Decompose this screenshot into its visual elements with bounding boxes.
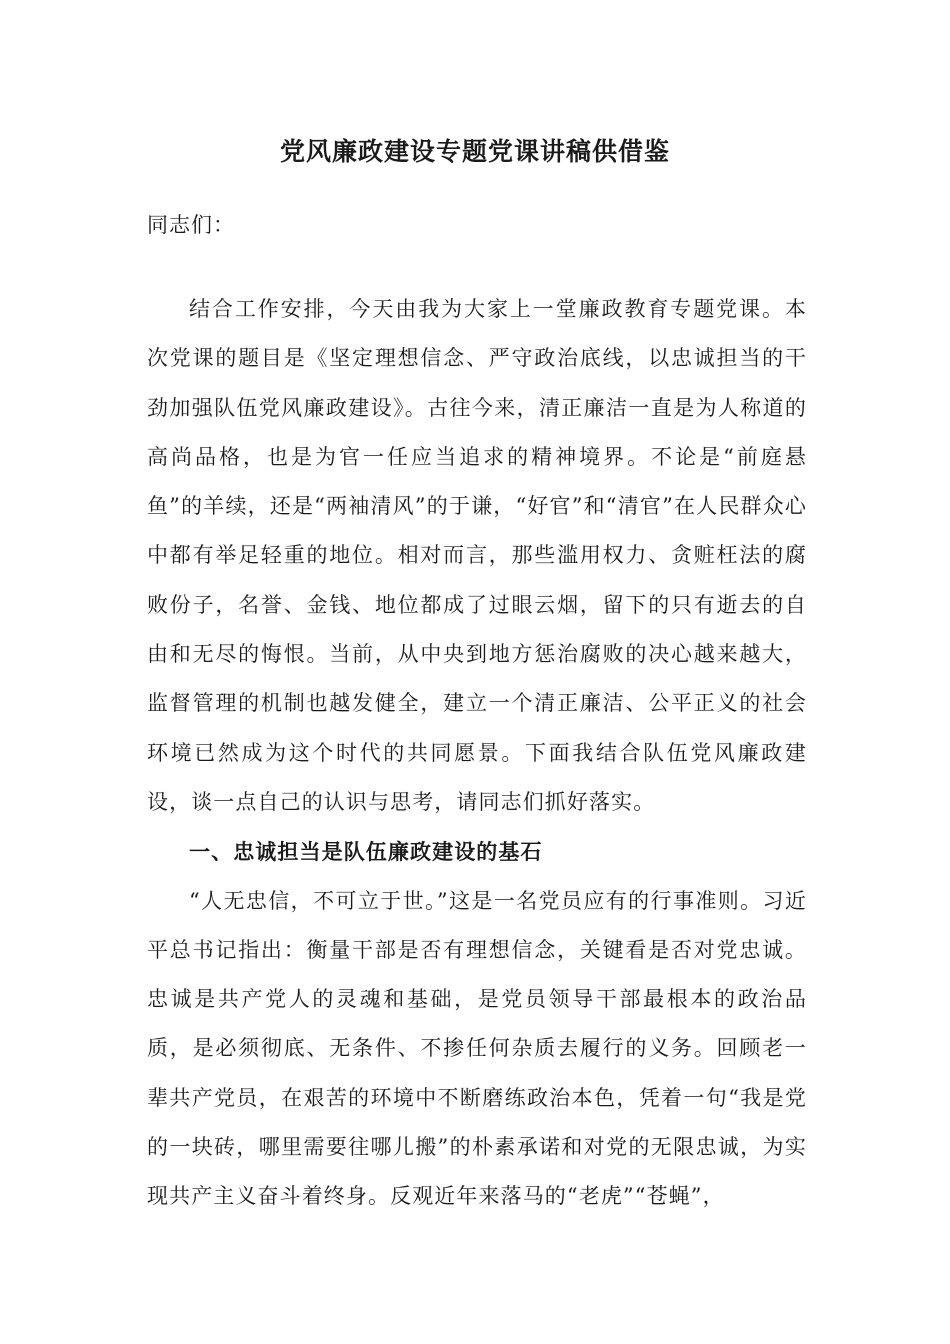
body-text	[147, 285, 807, 1222]
document-title: 党风廉政建设专题党课讲稿供借鉴	[279, 137, 670, 166]
section-paragraph: “人无忠信，不可立于世。”这是一名党员应有的行事准则。习近平总书记指出：衡量干部是否有理想信念，关键看是否对党忠诚。忠诚是共产党人的灵魂和基础，是党员领导干部最根本的政治品质，是必须彻底、无条件、不掺任何杂质去履行的义务。回顾老一辈共产党员，在艰苦的环境中不断磨练政治本色，凭着一句“我是党的一块砖，哪里需要往哪儿搬”的朴素承诺和对党的无限忠诚，为实现共产主义奋斗着终身。反观近年来落马的“老虎”“苍蝇”，	[147, 888, 807, 1209]
section-heading: 一、忠诚担当是队伍廉政建设的基石	[189, 839, 543, 865]
salutation: 同志们：	[147, 213, 235, 237]
intro-paragraph: 结合工作安排，今天由我为大家上一堂廉政教育专题党课。本次党课的题目是《坚定理想信念、严守政治底线，以忠诚担当的干劲加强队伍党风廉政建设》。古往今来，清正廉洁一直是为人称道的高尚品格，也是为官一任应当追求的精神境界。不论是“前庭悬鱼”的羊续，还是“两袖清风”的于谦，“好官”和“清官”在人民群众心中都有举足轻重的地位。相对而言，那些滥用权力、贪赃枉法的腐败份子，名誉、金钱、地位都成了过眼云烟，留下的只有逝去的自由和无尽的悔恨。当前，从中央到地方惩治腐败的决心越来越大，监督管理的机制也越发健全，建立一个清正廉洁、公平正义的社会环境已然成为这个时代的共同愿景。下面我结合队伍党风廉政建设，谈一点自己的认识与思考，请同志们抓好落实。	[147, 297, 807, 814]
